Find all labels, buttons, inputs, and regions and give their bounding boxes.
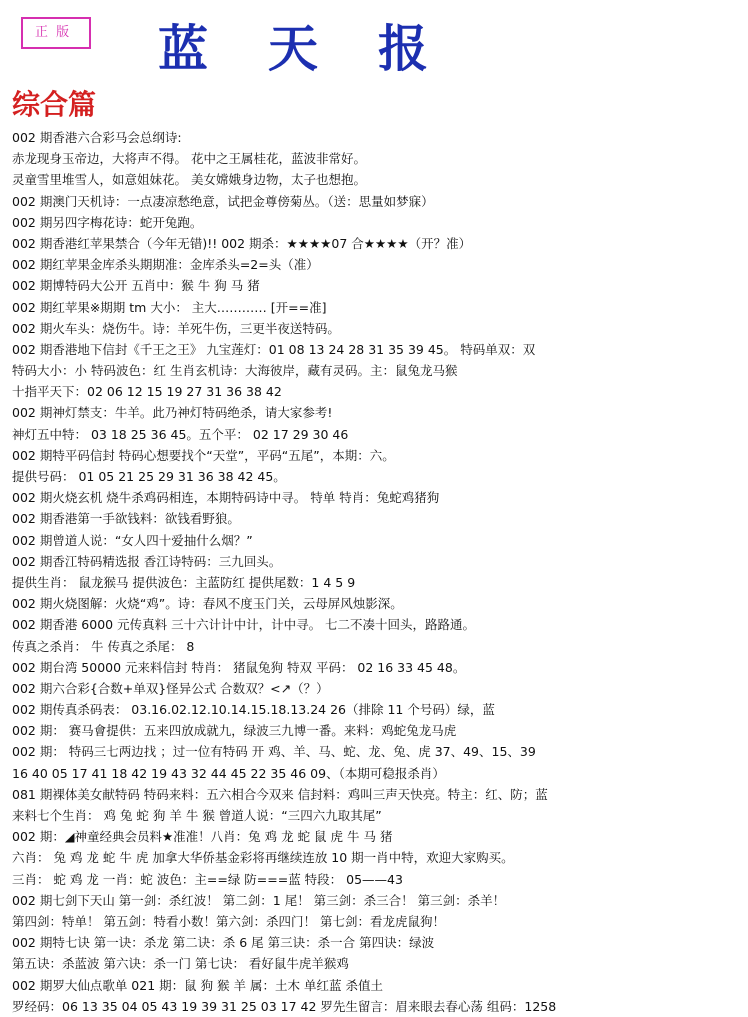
article-line: 002 期红苹果※期期 tm 大小： 主大………… [开==准] [12, 299, 327, 315]
article-line: 002 期特七诀 第一诀：杀龙 第二诀：杀 6 尾 第三诀：杀一合 第四诀：绿波 [12, 935, 435, 951]
article-line: 十指平天下：02 06 12 15 19 27 31 36 38 42 [12, 384, 282, 400]
article-line: 灵童雪里堆雪人，如意姐妹花。 美女嫦娥身边物，太子也想抱。 [12, 172, 366, 188]
article-line: 002 期香港 6000 元传真料 三十六计计中计，计中寻。 七二不凑十回头，路路通。 [12, 617, 476, 633]
article-line: 提供生肖： 鼠龙猴马 提供波色：主蓝防红 提供尾数：1 4 5 9 [12, 574, 356, 590]
article-line: 002 期： 特码三七两边找 ；过一位有特码 开 鸡、羊、马、蛇、龙、兔、虎 37、49、15、39 [12, 744, 536, 760]
article-line: 第五诀：杀蓝波 第六诀：杀一门 第七诀： 看好鼠牛虎羊猴鸡 [12, 956, 349, 972]
article-body [12, 127, 742, 1017]
article-line: 002 期香港地下信封《千王之王》 九宝莲灯：01 08 13 24 28 31 35 39 45。 特码单双：双 [12, 341, 536, 357]
article-line: 002 期： 赛马會提供：五来四放成就九，绿波三九博一番。来料：鸡蛇兔龙马虎 [12, 723, 457, 739]
article-line: 特码大小：小 特码波色：红 生肖玄机诗：大海彼岸，藏有灵码。主：鼠兔龙马猴 [12, 363, 458, 379]
article-line: 002 期传真杀码表： 03.16.02.12.10.14.15.18.13.24 26（排除 11 个号码）绿，蓝 [12, 702, 495, 718]
article-line: 002 期台湾 50000 元来料信封 特肖： 猪鼠兔狗 特双 平码： 02 16 33 45 48。 [12, 659, 466, 675]
article-line: 提供号码： 01 05 21 25 29 31 36 38 42 45。 [12, 469, 286, 484]
article-line: 002 期红苹果金库杀头期期准：金库杀头=2=头（准） [12, 257, 319, 273]
article-line: 三肖： 蛇 鸡 龙 一肖：蛇 波色：主==绿 防===蓝 特段： 05——43 [12, 871, 403, 887]
edition-badge: 正 版 [21, 17, 91, 49]
article-line: 002 期特平码信封 特码心想要找个“天堂”，平码“五尾”，本期：六。 [12, 447, 395, 463]
article-line: 002 期澳门天机诗：一点凄凉愁绝意，试把金尊傍菊丛。（送：思量如梦寐） [12, 193, 434, 209]
article-line: 002 期火车头：烧伤牛。诗：羊死牛伤，三更半夜送特码。 [12, 320, 340, 336]
article-line: 赤龙现身玉帝边，大将声不得。 花中之王属桂花，蓝波非常好。 [12, 151, 366, 167]
article-line: 罗经码：06 13 35 04 05 43 19 39 31 25 03 17 42 罗先生留言：眉来眼去春心荡 组码：1258 [12, 998, 557, 1014]
article-line: 神灯五中特： 03 18 25 36 45。五个平： 02 17 29 30 46 [12, 426, 349, 442]
article-line: 002 期火烧玄机 烧牛杀鸡码相连，本期特码诗中寻。 特单 特肖：兔蛇鸡猪狗 [12, 490, 440, 506]
article-line: 002 期七剑下天山 第一剑：杀红波！ 第二剑：1 尾！ 第三剑：杀三合！ 第三剑：杀羊！ [12, 892, 506, 908]
article-line: 16 40 05 17 41 18 42 19 43 32 44 45 22 35 46 09、（本期可稳报杀肖） [12, 765, 445, 781]
article-line: 传真之杀肖： 牛 传真之杀尾： 8 [12, 638, 195, 654]
article-line: 002 期曾道人说：“女人四十爱抽什么烟？” [12, 532, 253, 548]
article-line: 002 期火烧图解：火烧“鸡”。诗：春风不度玉门关，云母屏风烛影深。 [12, 596, 403, 612]
article-line: 002 期六合彩{合数+单双}怪异公式 合数双？<↗（？） [12, 680, 329, 696]
article-line: 081 期裸体美女献特码 特码来料：五六相合今双来 信封料：鸡叫三声天快亮。特主：红、防；蓝 [12, 786, 548, 802]
article-line: 002 期香港红苹果禁合（今年无错)!! 002 期杀：★★★★07 合★★★★（开？准） [12, 235, 472, 251]
article-line: 002 期香港第一手欲钱料：欲钱看野狼。 [12, 511, 240, 527]
article-line: 六肖： 兔 鸡 龙 蛇 牛 虎 加拿大华侨基金彩将再继续连放 10 期一肖中特，欢迎大家购买。 [12, 850, 514, 866]
article-line: 002 期罗大仙点歌单 021 期：鼠 狗 猴 羊 属：土木 单红蓝 杀值土 [12, 977, 383, 993]
article-line: 002 期神灯禁支：牛羊。此乃神灯特码绝杀，请大家参考! [12, 405, 333, 421]
section-title: 综合篇 [12, 88, 97, 121]
article-line: 第四剑：特单！ 第五剑：特看小数！第六剑：杀四门！ 第七剑：看龙虎鼠狗！ [12, 913, 445, 929]
article-line: 002 期博特码大公开 五肖中：猴 牛 狗 马 猪 [12, 278, 260, 294]
article-line: 002 期香港六合彩马会总纲诗: [12, 130, 182, 145]
article-line: 来料七个生肖： 鸡 兔 蛇 狗 羊 牛 猴 曾道人说：“三四六九取其尾” [12, 808, 382, 823]
article-line: 002 期：◢神童经典会员料★准准！八肖：兔 鸡 龙 蛇 鼠 虎 牛 马 猪 [12, 829, 393, 845]
article-line: 002 期另四字梅花诗：蛇开兔跑。 [12, 214, 203, 230]
article-line: 002 期香江特码精选报 香江诗特码：三九回头。 [12, 553, 282, 569]
newspaper-title: 蓝天报 [158, 19, 488, 78]
